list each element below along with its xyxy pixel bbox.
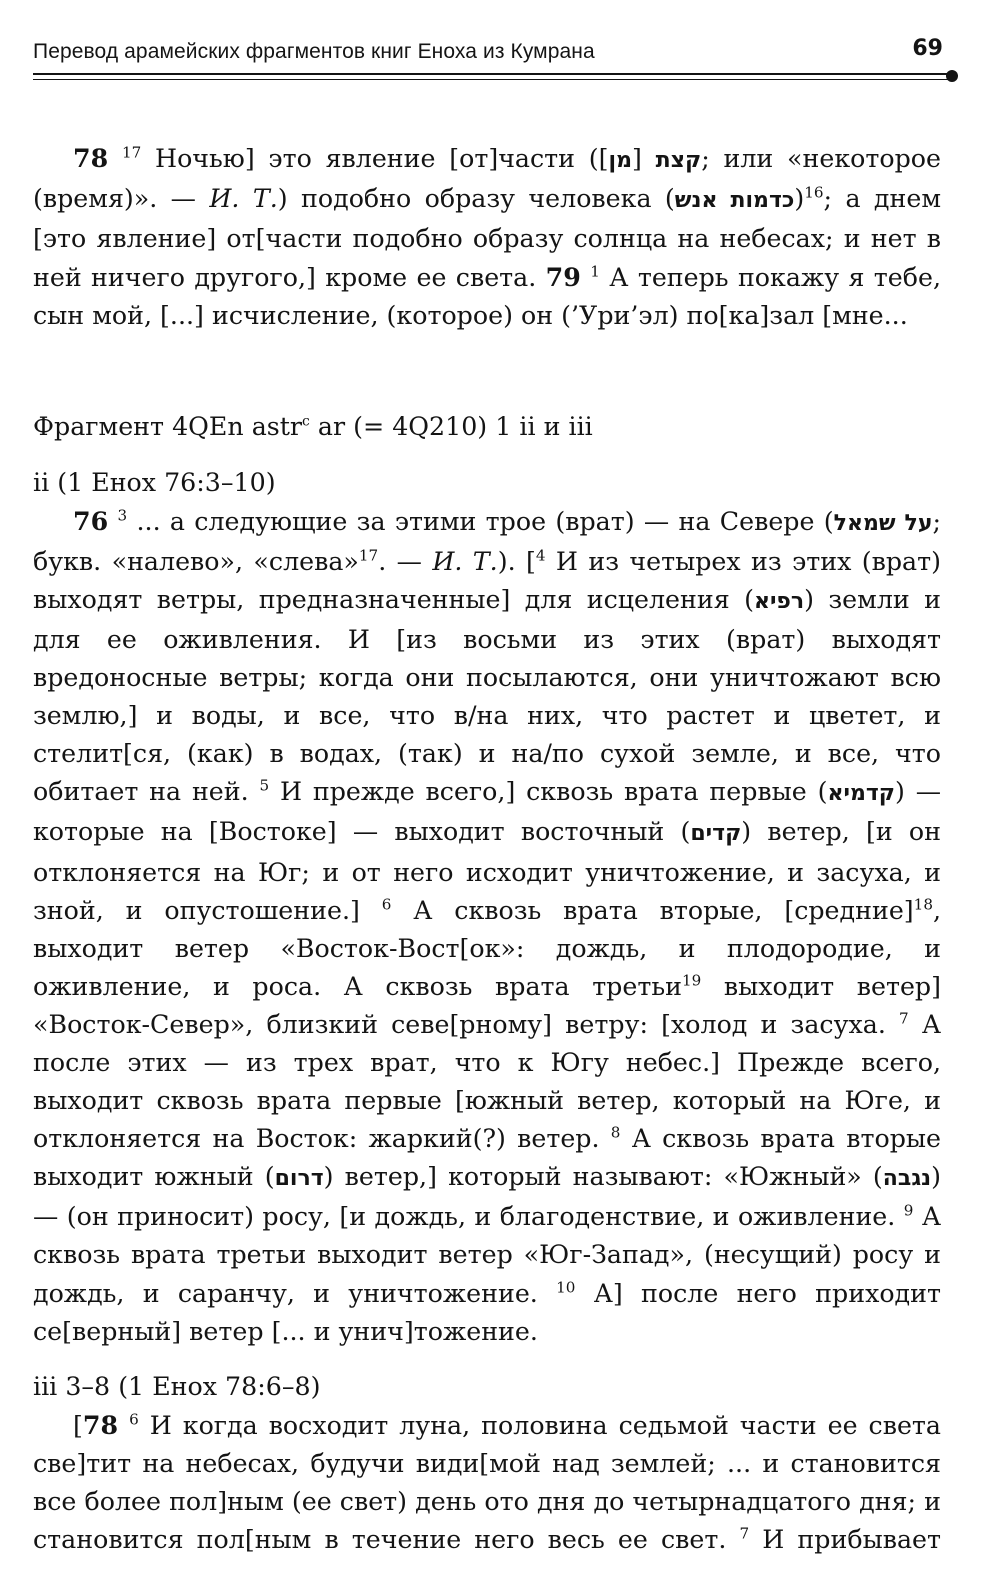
spacer — [33, 447, 941, 464]
verse-number: 7 — [739, 1524, 750, 1543]
verse-number: 4 — [535, 546, 546, 565]
text-span: И прибывает — [749, 1525, 941, 1555]
page-body — [33, 139, 941, 1559]
verse-number: 5 — [259, 776, 270, 795]
verse-number: 3 — [117, 506, 128, 525]
verse-number: 7 — [899, 1009, 909, 1028]
text-span: ; а днем [это явление] от[части подобно образу солнца на небесах; и нет в ней ничего другого,] кроме ее света. — [33, 184, 942, 293]
hebrew-word: קדים — [690, 821, 742, 847]
verse-number: 10 — [556, 1278, 576, 1297]
text-span: ) — (он приносит) росу, [и дождь, и благоденствие, и оживление. — [33, 1162, 942, 1232]
hebrew-word: רפיא — [753, 588, 805, 614]
verse-number: 9 — [903, 1201, 914, 1220]
text-span: ) подобно образу человека ( — [277, 184, 675, 214]
footnote-marker: 16 — [804, 183, 824, 202]
text-span: А] после него приходит се[верный] ветер [... и унич]тожение. — [33, 1278, 941, 1346]
text-span: Ночью] это явление [от]части ( — [141, 144, 599, 173]
text-span: ; букв. «налево», «слева» — [33, 506, 941, 576]
text-span: И когда восходит луна, половина седьмой части ее света све]тит на небесах, будучи види[мой над землей; ... и становится все более пол]ным (ее свет) день ото дня до четырнадцатого дня; и становится пол[ным в течение него весь ее свет. — [33, 1410, 941, 1555]
hebrew-word: על שמאל — [833, 510, 933, 536]
verse-number: 8 — [610, 1123, 621, 1142]
text-span: ) — которые на [Востоке] — выходит восточный ( — [33, 777, 941, 847]
translator-initials: И. Т. — [432, 546, 498, 576]
header-rule-dot — [946, 70, 958, 82]
heading-text: ar (= 4Q210) 1 ii и iii — [309, 412, 593, 442]
page-number: 69 — [912, 36, 943, 61]
text-span: ... а следующие за этими трое (врат) — на Севере ( — [127, 506, 834, 536]
page-header — [33, 30, 963, 78]
hebrew-word: קצת — [655, 148, 702, 173]
subheading-iii: iii 3–8 (1 Енох 78:6–8) — [33, 1371, 321, 1401]
text-span: [ — [73, 1410, 83, 1440]
text-span: ]; или «некоторое (время)». — — [33, 144, 942, 214]
verse-number: 6 — [129, 1410, 139, 1429]
hebrew-word: כדמות אנש — [674, 188, 795, 214]
text-span: ) ветер, [и он отклоняется на Юг; и от него исходит уничтожение, и засуха, и зной, и опустошение.] — [33, 817, 941, 925]
text-span: . — — [378, 546, 433, 576]
chapter-number: 79 — [545, 262, 581, 293]
text-span: , выходит ветер «Восток-Вост[ок»: дождь, и плодородие, и оживление, и роса. А сквозь врата третьи — [33, 895, 942, 1001]
hebrew-word: נגבה — [882, 1166, 932, 1192]
paragraph-78-79 — [33, 139, 941, 335]
fragment-heading — [33, 408, 941, 446]
text-span: [ — [632, 144, 656, 173]
footnote-marker: 18 — [913, 895, 933, 914]
text-span: И из четырех из этих (врат) выходят ветры, предназначенные] для исцеления ( — [33, 546, 942, 614]
spacer — [33, 1351, 941, 1368]
text-span: А сквозь врата третьи выходит ветер «Юг-Запад», (несущий) росу и дождь, и саранчу, и уничтожение. — [33, 1202, 941, 1308]
text-span: А теперь покажу я тебе, сын мой, [...] исчисление, (которое) он (’Ури’эл) по[ка]зал [мне... — [33, 263, 941, 331]
translator-initials: И. Т. — [209, 184, 278, 214]
text-span: А сквозь врата вторые, [средние] — [391, 895, 914, 925]
verse-number: 17 — [121, 143, 142, 162]
text-span: А после этих — из трех врат, что к Югу небес.] Прежде всего, выходит сквозь врата первые [южный ветер, который на Юге, и отклоняется на Восток: жаркий(?) ветер. — [33, 1009, 941, 1154]
text-span: ) ветер,] который называют: «Южный» ( — [323, 1162, 883, 1192]
verse-number: 1 — [590, 262, 600, 281]
heading-superscript: c — [302, 414, 310, 431]
text-span: ). [ — [497, 546, 536, 576]
footnote-marker: 19 — [681, 971, 702, 990]
chapter-number: 76 — [73, 505, 109, 536]
header-rule — [33, 73, 951, 75]
text-span: выходит ветер] «Восток-Север», близкий севе[рному] ветру: [холод и засуха. — [33, 971, 941, 1039]
chapter-number: 78 — [73, 143, 109, 173]
spacer — [33, 335, 941, 408]
paragraph-78-cont — [33, 1406, 941, 1559]
footnote-marker: 17 — [358, 546, 379, 565]
text-span: ) земли и для ее оживления. И [из восьми из этих (врат) выходят вредоносные ветры; когда они посылаются, они уничтожают всю землю,] и воды, и все, что в/на них, что растет и цветет, и стелит[ся, (как) в водах, (так) и на/по сухой земле, и все, что обитает на ней. — [33, 584, 941, 807]
chapter-number: 78 — [82, 1409, 119, 1440]
subheading-ii: ii (1 Енох 76:3–10) — [33, 467, 276, 497]
running-title: Перевод арамейских фрагментов книг Еноха из Кумрана — [33, 40, 595, 63]
hebrew-word: מן — [608, 148, 633, 173]
hebrew-word: קדמיא — [827, 781, 895, 807]
text-span: А сквозь врата вторые выходит южный ( — [33, 1124, 942, 1192]
text-span: ) — [794, 184, 805, 214]
text-span: И прежде всего,] сквозь врата первые ( — [269, 777, 828, 807]
verse-number: 6 — [381, 895, 392, 914]
paragraph-76 — [33, 502, 941, 1351]
hebrew-word: דרום — [274, 1166, 324, 1192]
header-rule-thin — [33, 79, 951, 80]
heading-text: Фрагмент 4QEn astr — [33, 412, 303, 442]
